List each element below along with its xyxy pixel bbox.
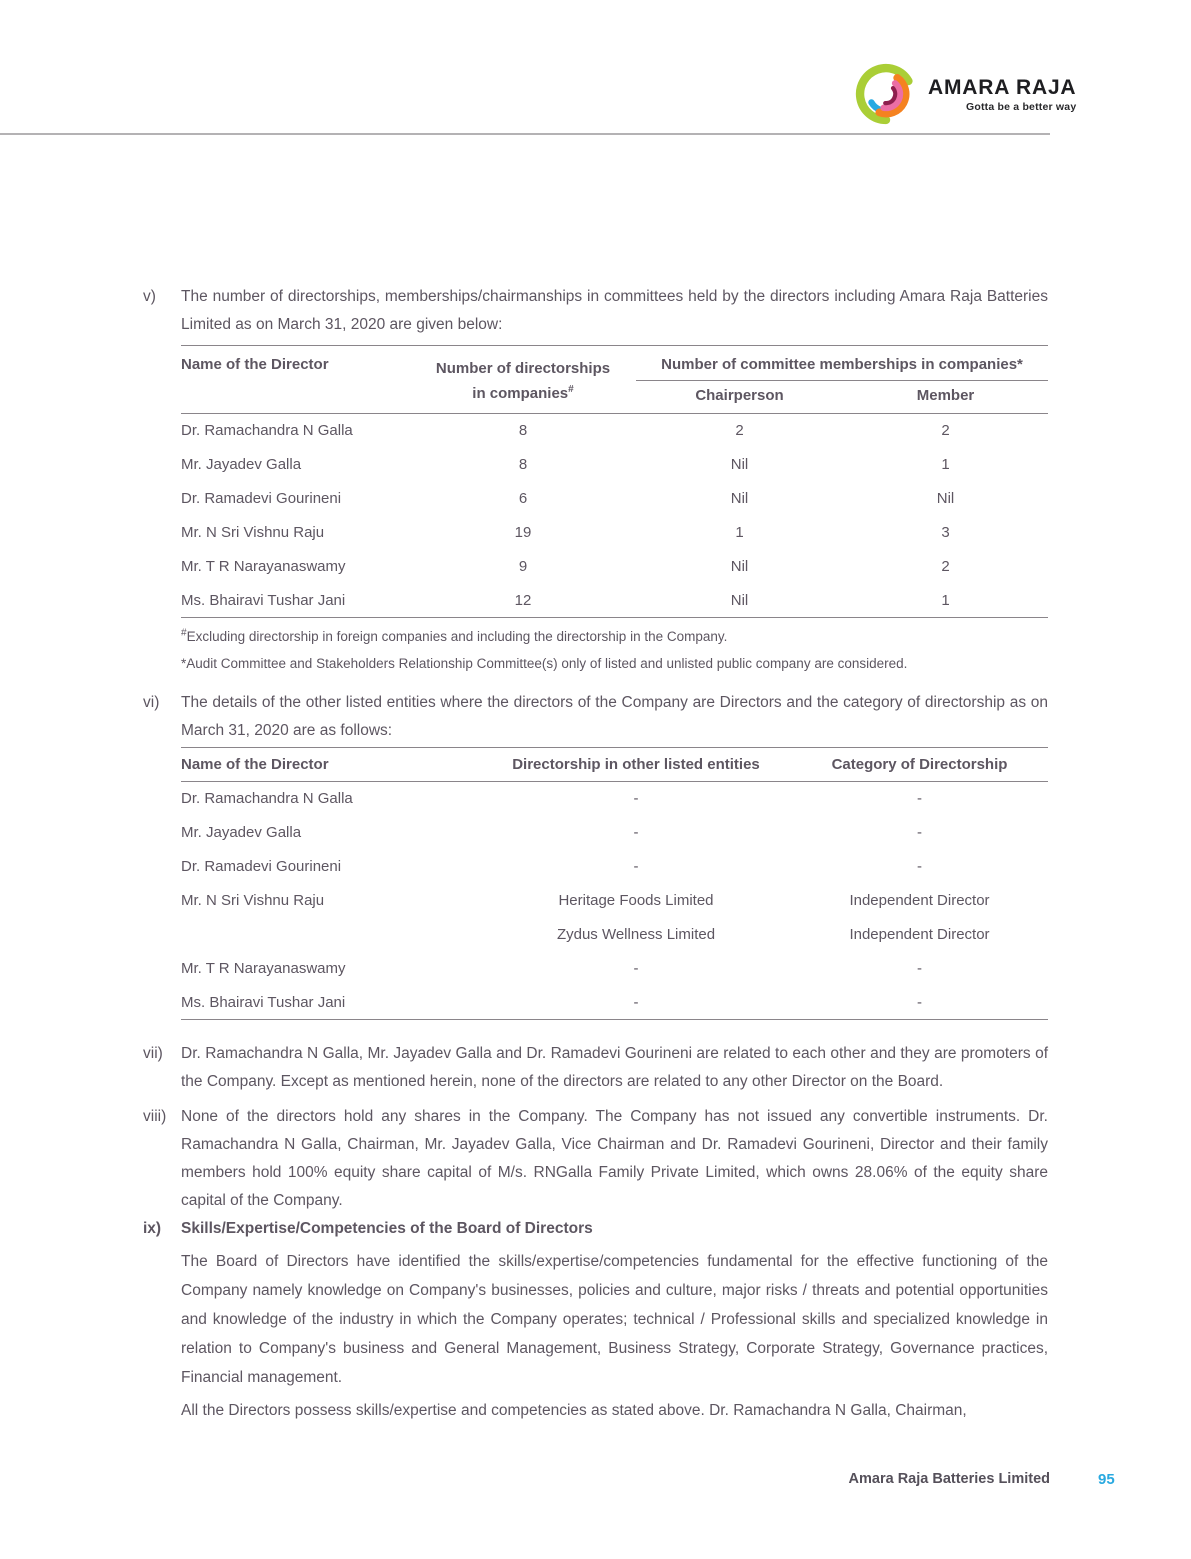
chairperson-cell: Nil [636, 584, 843, 618]
entity-cell: - [633, 790, 639, 808]
member-cell: 3 [941, 524, 950, 541]
director-name-cell: Dr. Ramachandra N Galla [181, 790, 353, 808]
table1-header-directorships-line2: in companies [472, 385, 569, 402]
table-row [181, 952, 1048, 986]
table-row [181, 448, 1048, 482]
section-vi-label: vi) [143, 694, 160, 711]
table-row [181, 584, 1048, 618]
director-name-cell: Mr. N Sri Vishnu Raju [181, 892, 325, 909]
entity-cell: Heritage Foods Limited [558, 892, 714, 909]
entity-cell: - [633, 960, 639, 977]
section-viii-label: viii) [143, 1108, 167, 1125]
section-v-label: v) [143, 288, 156, 305]
amara-raja-swirl-icon [851, 58, 921, 130]
director-name-cell: Dr. Ramadevi Gourineni [181, 490, 342, 507]
page-content [143, 283, 1048, 1425]
table-row [181, 816, 1048, 850]
category-cell: Independent Director [849, 926, 990, 943]
table1-header-row-1 [181, 346, 1048, 381]
entity-cell: Zydus Wellness Limited [556, 926, 716, 943]
section-vii [143, 1040, 1048, 1096]
directorships-cell: 19 [514, 524, 532, 541]
section-ix [143, 1215, 1048, 1425]
section-viii-text: None of the directors hold any shares in the Company. The Company has not issued any convertible instruments. Dr. Ramachandra N Galla, Chairman, Mr. Jayadev Galla, Vice Chairman and Dr. Ramadevi Gourineni, Director and their family members hold 100% equity share capital of M/s. RNGalla Family Private Limited, which owns 28.06% of the equity share capital of the Company. [181, 1108, 1048, 1209]
entity-cell: - [481, 986, 791, 1020]
table1-footnotes [181, 623, 1048, 677]
table1-header-name: Name of the Director [181, 346, 410, 414]
other-listed-entities-table [181, 747, 1048, 1020]
table-row [181, 850, 1048, 884]
director-name-cell: Ms. Bhairavi Tushar Jani [181, 584, 410, 618]
director-name-cell: Mr. T R Narayanaswamy [181, 960, 346, 977]
member-cell: 2 [941, 422, 950, 440]
section-vi [143, 689, 1048, 745]
section-ix-label: ix) [143, 1220, 162, 1237]
table1-header-directorships [410, 346, 636, 414]
footnote-asterisk: *Audit Committee and Stakeholders Relationship Committee(s) only of listed and unlisted public company are considered. [181, 656, 908, 671]
table1-header-group: Number of committee memberships in companies* [636, 346, 1048, 381]
brand-tagline: Gotta be a better way [965, 100, 1077, 113]
brand-name: AMARA RAJA [928, 75, 1077, 99]
chairperson-cell: Nil [730, 456, 749, 473]
header-divider [0, 133, 1050, 135]
directorships-table [181, 345, 1048, 618]
table1-header-chairperson: Chairperson [636, 381, 843, 414]
chairperson-cell: 1 [735, 524, 744, 541]
table-row [181, 884, 1048, 918]
table-row [181, 414, 1048, 448]
footnote-hash [181, 623, 1048, 650]
member-cell: Nil [936, 490, 955, 507]
table-row [181, 986, 1048, 1020]
section-ix-body [181, 1215, 1048, 1425]
section-vi-text: The details of the other listed entities where the directors of the Company are Directors and the category of directorship as on March 31, 2020 are as follows: [181, 694, 1048, 739]
section-vii-label: vii) [143, 1045, 163, 1062]
member-cell: 1 [843, 584, 1048, 618]
table2-header-category: Category of Directorship [791, 748, 1048, 782]
table-row [181, 550, 1048, 584]
entity-cell: - [633, 858, 639, 875]
section-ix-paragraph-2: All the Directors possess skills/expertise and competencies as stated above. Dr. Ramachandra N Galla, Chairman, [181, 1402, 967, 1419]
section-ix-paragraph-1: The Board of Directors have identified the skills/expertise/competencies fundamental for the effective functioning of the Company namely knowledge on Company's businesses, policies and culture, major risks / threats and potential opportunities and knowledge of the industry in which the Company operates; technical / Professional skills and specialized knowledge in relation to Company's business and General Management, Business Strategy, Corporate Strategy, Governance practices, Financial management. [181, 1253, 1048, 1386]
directorships-cell: 8 [518, 456, 528, 473]
table1-header-member: Member [843, 381, 1048, 414]
entity-cell: - [633, 824, 639, 841]
category-cell: - [917, 960, 922, 977]
table2-header-name: Name of the Director [181, 748, 481, 782]
director-name-cell: Mr. Jayadev Galla [181, 824, 302, 841]
director-name-cell: Mr. T R Narayanaswamy [181, 558, 346, 575]
logo-text [928, 76, 1076, 113]
category-cell: - [791, 986, 1048, 1020]
director-name-cell: Ms. Bhairavi Tushar Jani [181, 986, 481, 1020]
table1-header-directorships-sup: # [568, 384, 574, 395]
directorships-cell: 6 [518, 490, 528, 507]
director-name-cell: Mr. N Sri Vishnu Raju [181, 524, 325, 541]
chairperson-cell: Nil [730, 558, 749, 575]
section-ix-heading: Skills/Expertise/Competencies of the Board of Directors [181, 1220, 593, 1237]
footer-page-number: 95 [1098, 1471, 1115, 1488]
directorships-cell: 12 [410, 584, 636, 618]
member-cell: 2 [941, 558, 950, 575]
table2-header-row [181, 748, 1048, 782]
directorships-cell: 8 [518, 422, 528, 440]
director-name-cell: Dr. Ramadevi Gourineni [181, 858, 342, 875]
footnote-hash-text: Excluding directorship in foreign companies and including the directorship in the Company. [186, 629, 728, 644]
table2-header-entities: Directorship in other listed entities [481, 748, 791, 782]
company-logo [851, 58, 1077, 130]
director-name-cell [181, 918, 481, 952]
section-v-text: The number of directorships, memberships/chairmanships in committees held by the directors including Amara Raja Batteries Limited as on March 31, 2020 are given below: [181, 288, 1048, 333]
category-cell: - [917, 824, 922, 841]
footer-company-name: Amara Raja Batteries Limited [848, 1471, 1050, 1487]
table-row [181, 918, 1048, 952]
chairperson-cell: Nil [730, 490, 749, 507]
category-cell: - [917, 858, 922, 875]
category-cell: Independent Director [849, 892, 990, 909]
director-name-cell: Mr. Jayadev Galla [181, 456, 302, 473]
table1-header-directorships-line1: Number of directorships [435, 360, 611, 377]
member-cell: 1 [941, 456, 950, 473]
table-row [181, 516, 1048, 550]
chairperson-cell: 2 [735, 422, 744, 440]
category-cell: - [917, 790, 922, 808]
section-v [143, 283, 1048, 339]
table-row [181, 482, 1048, 516]
section-vii-text: Dr. Ramachandra N Galla, Mr. Jayadev Galla and Dr. Ramadevi Gourineni are related to each other and they are promoters of the Company. Except as mentioned herein, none of the directors are related to any other Director on the Board. [181, 1045, 1048, 1090]
director-name-cell: Dr. Ramachandra N Galla [181, 422, 353, 440]
section-viii [143, 1103, 1048, 1215]
footnote-hash-sup: # [181, 627, 187, 639]
table-row [181, 782, 1048, 816]
directorships-cell: 9 [518, 558, 528, 575]
